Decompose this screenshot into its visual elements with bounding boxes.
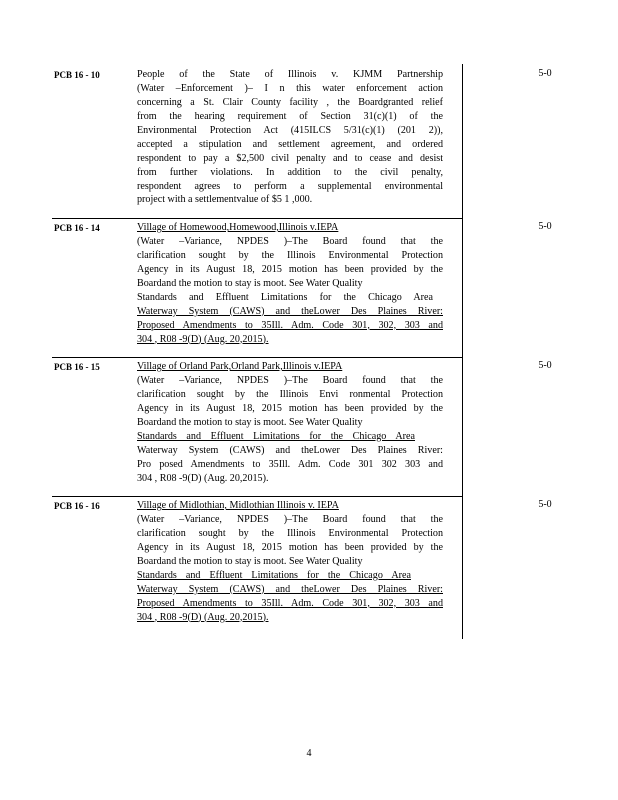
description-line: concerning a St. Clair County facility , the Boardgranted relief	[137, 96, 443, 108]
description-line: Standards and Effluent Limitations for the Chicago Area	[137, 430, 415, 442]
description-line: Agency in its August 18, 2015 motion has been provided by the	[137, 541, 443, 553]
case-number: PCB 16 - 10	[54, 70, 100, 80]
description-line: Waterway System (CAWS) and theLower Des Plaines River:	[137, 583, 443, 595]
description-line: respondent agrees to perform a supplemental environmental	[137, 180, 443, 192]
description-line: Village of Orland Park,Orland Park,Illinois v.IEPA	[137, 361, 343, 372]
description-line: Agency in its August 18, 2015 motion has been provided by the	[137, 402, 443, 414]
description-line: from further violations. In addition to the civil penalty,	[137, 166, 443, 178]
description-line: clarification sought by the Illinois Envi ronmental Protection	[137, 388, 443, 400]
description-line: (Water –Variance, NPDES )–The Board found that the	[137, 235, 443, 247]
vote-result: 5-0	[538, 221, 552, 232]
description-line: Proposed Amendments to 35Ill. Adm. Code 301, 302, 303 and	[137, 319, 443, 331]
case-description	[137, 68, 443, 207]
description-line: project with a settlementvalue of $5 1 ,000.	[137, 194, 313, 206]
description-line: (Water –Variance, NPDES )–The Board found that the	[137, 374, 443, 386]
vote-result: 5-0	[538, 360, 552, 371]
description-line: respondent to pay a $2,500 civil penalty and to cease and desist	[137, 152, 443, 164]
case-number: PCB 16 - 15	[54, 362, 100, 372]
description-line: Village of Midlothian, Midlothian Illinois v. IEPA	[137, 500, 339, 511]
description-line: Boardand the motion to stay is moot. See Water Quality	[137, 277, 363, 289]
description-line: Boardand the motion to stay is moot. See Water Quality	[137, 555, 363, 567]
description-line: from the hearing requirement of Section 31(c)(1) of the	[137, 110, 443, 122]
description-line: Pro posed Amendments to 35Ill. Adm. Code 301 302 303 and	[137, 458, 443, 470]
case-description	[137, 221, 443, 346]
column-rule	[462, 64, 463, 639]
case-number: PCB 16 - 16	[54, 501, 100, 511]
description-line: 304 , R08 -9(D) (Aug. 20,2015).	[137, 611, 269, 623]
description-line: 304 , R08 -9(D) (Aug. 20,2015).	[137, 472, 269, 484]
page-number: 4	[306, 748, 312, 759]
description-line: Standards and Effluent Limitations for the Chicago Area	[137, 291, 433, 303]
case-description	[137, 360, 443, 485]
description-line: 304 , R08 -9(D) (Aug. 20,2015).	[137, 333, 269, 345]
description-line: Boardand the motion to stay is moot. See Water Quality	[137, 416, 363, 428]
vote-result: 5-0	[538, 499, 552, 510]
description-line: (Water –Enforcement )– I n this water enforcement action	[137, 82, 443, 94]
description-line: Agency in its August 18, 2015 motion has been provided by the	[137, 263, 443, 275]
description-line: accepted a stipulation and settlement agreement, and ordered	[137, 138, 443, 150]
row-divider	[52, 357, 462, 358]
description-line: clarification sought by the Illinois Environmental Protection	[137, 249, 443, 261]
description-line: Standards and Effluent Limitations for the Chicago Area	[137, 569, 411, 581]
case-number: PCB 16 - 14	[54, 223, 100, 233]
description-line: (Water –Variance, NPDES )–The Board found that the	[137, 513, 443, 525]
description-line: People of the State of Illinois v. KJMM Partnership	[137, 69, 443, 80]
vote-result: 5-0	[538, 68, 552, 79]
description-line: Proposed Amendments to 35Ill. Adm. Code 301, 302, 303 and	[137, 597, 443, 609]
row-divider	[52, 496, 462, 497]
case-description	[137, 499, 443, 624]
description-line: Environmental Protection Act (415ILCS 5/31(c)(1) (201 2)),	[137, 124, 443, 136]
description-line: Waterway System (CAWS) and theLower Des Plaines River:	[137, 305, 443, 317]
description-line: Waterway System (CAWS) and theLower Des Plaines River:	[137, 444, 443, 456]
description-line: Village of Homewood,Homewood,Illinois v.IEPA	[137, 222, 339, 233]
row-divider	[52, 218, 462, 219]
description-line: clarification sought by the Illinois Environmental Protection	[137, 527, 443, 539]
